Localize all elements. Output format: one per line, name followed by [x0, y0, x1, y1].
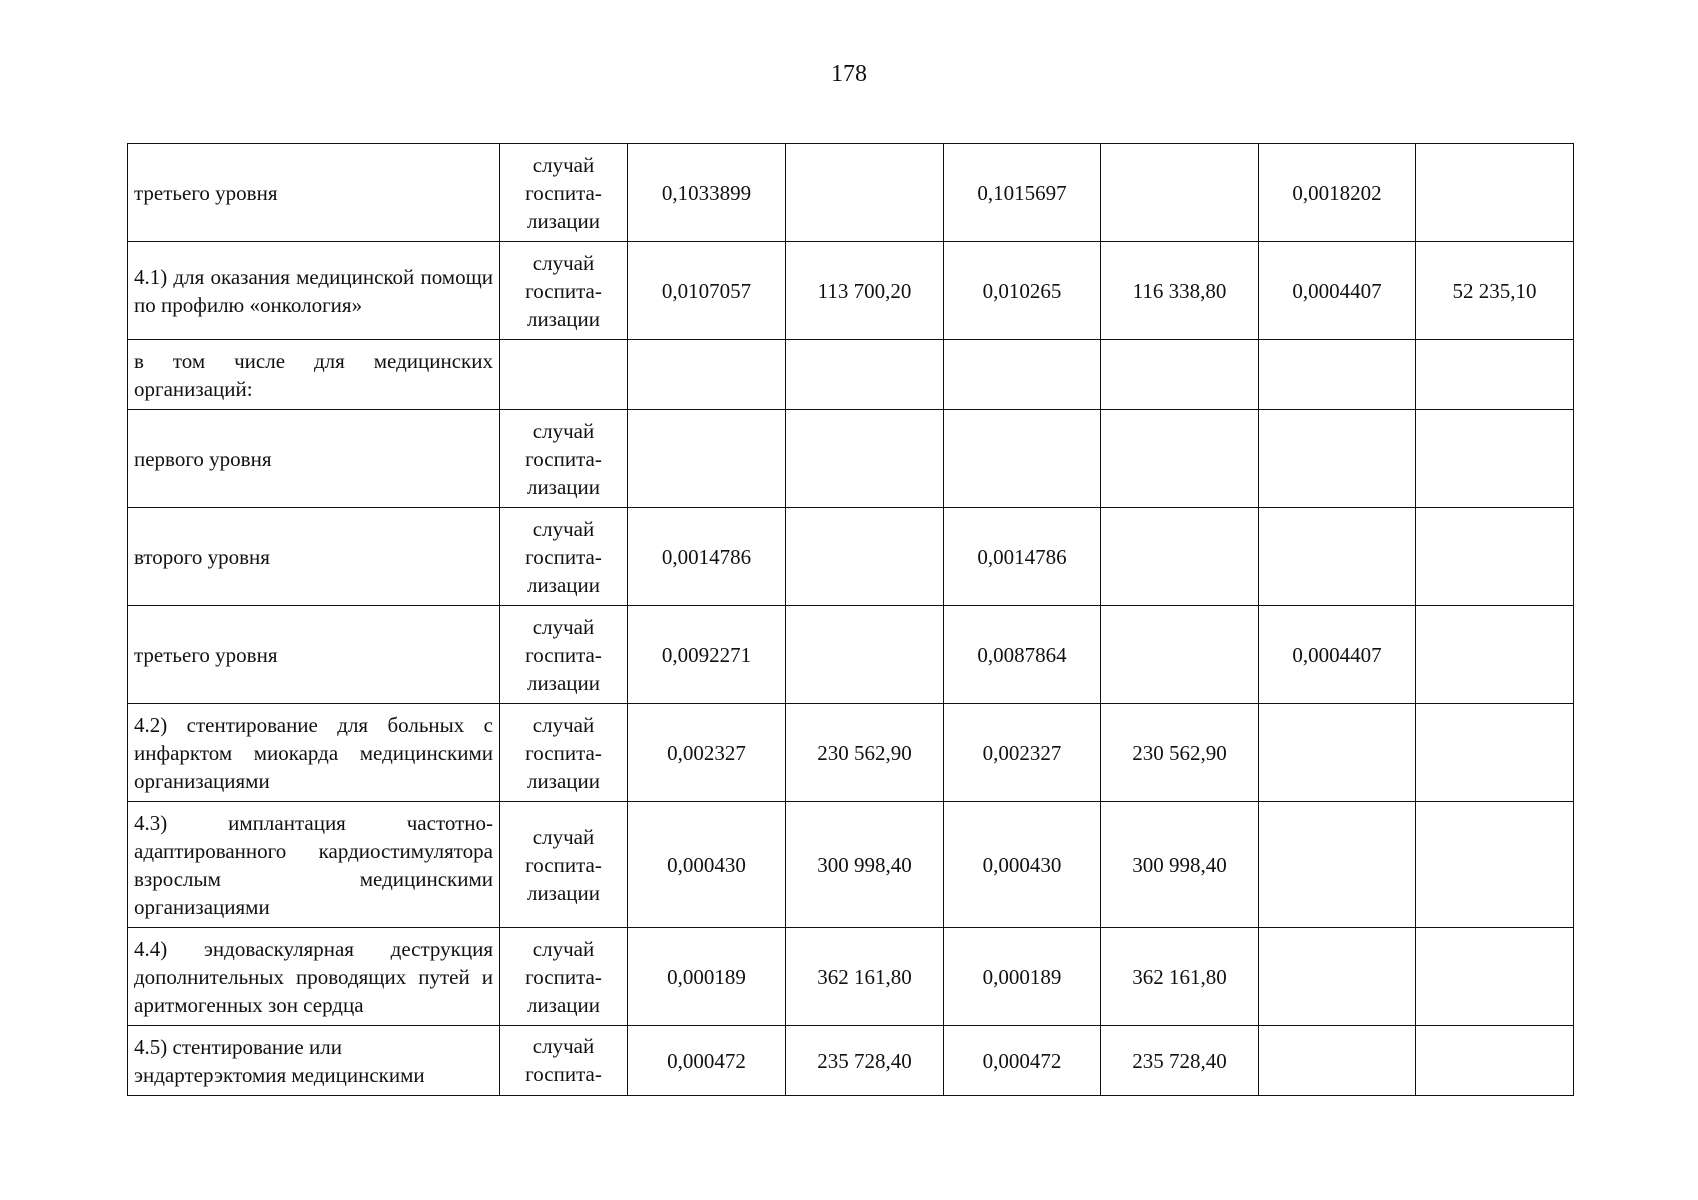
- value-cell: [1416, 704, 1574, 802]
- value-cell: 116 338,80: [1101, 242, 1259, 340]
- row-name-cell: первого уровня: [128, 410, 500, 508]
- value-cell: [786, 144, 944, 242]
- value-cell: 0,0014786: [628, 508, 786, 606]
- value-cell: 0,0087864: [944, 606, 1101, 704]
- value-cell: [1101, 340, 1259, 410]
- table-row: [128, 704, 1574, 802]
- value-cell: 0,000472: [628, 1026, 786, 1096]
- value-cell: 0,000430: [628, 802, 786, 928]
- value-cell: [944, 340, 1101, 410]
- value-cell: 0,000189: [944, 928, 1101, 1026]
- value-cell: [1259, 1026, 1416, 1096]
- value-cell: 0,000430: [944, 802, 1101, 928]
- row-name-cell: 4.1) для оказания медицинской помощи по профилю «онкология»: [128, 242, 500, 340]
- value-cell: [1259, 704, 1416, 802]
- value-cell: [1416, 1026, 1574, 1096]
- value-cell: 52 235,10: [1416, 242, 1574, 340]
- value-cell: [1259, 340, 1416, 410]
- row-name-cell: в том числе для медицинских организаций:: [128, 340, 500, 410]
- unit-cell: случай госпита- лизации: [500, 704, 628, 802]
- value-cell: 230 562,90: [1101, 704, 1259, 802]
- unit-cell: случай госпита- лизации: [500, 928, 628, 1026]
- value-cell: 235 728,40: [786, 1026, 944, 1096]
- table-row: [128, 1026, 1574, 1096]
- value-cell: 300 998,40: [1101, 802, 1259, 928]
- page-number: 178: [831, 61, 867, 87]
- value-cell: [1416, 340, 1574, 410]
- value-cell: [628, 410, 786, 508]
- table-row: [128, 606, 1574, 704]
- unit-cell: случай госпита- лизации: [500, 410, 628, 508]
- table-row: [128, 928, 1574, 1026]
- value-cell: [1416, 802, 1574, 928]
- row-name-cell: второго уровня: [128, 508, 500, 606]
- value-cell: [1259, 508, 1416, 606]
- value-cell: 0,1015697: [944, 144, 1101, 242]
- value-cell: [786, 410, 944, 508]
- table-row: [128, 144, 1574, 242]
- row-name-cell: третьего уровня: [128, 606, 500, 704]
- value-cell: [786, 340, 944, 410]
- row-name-cell: 4.5) стентирование или эндартерэктомия медицинскими: [128, 1026, 500, 1096]
- value-cell: [628, 340, 786, 410]
- value-cell: 0,0004407: [1259, 242, 1416, 340]
- value-cell: [1101, 508, 1259, 606]
- value-cell: 0,000472: [944, 1026, 1101, 1096]
- value-cell: [1101, 606, 1259, 704]
- table-row: [128, 340, 1574, 410]
- data-table: [127, 143, 1574, 1096]
- value-cell: [1416, 410, 1574, 508]
- unit-cell: случай госпита- лизации: [500, 508, 628, 606]
- table-row: [128, 410, 1574, 508]
- value-cell: 0,010265: [944, 242, 1101, 340]
- value-cell: [786, 508, 944, 606]
- value-cell: 0,0107057: [628, 242, 786, 340]
- value-cell: 0,002327: [944, 704, 1101, 802]
- unit-cell: случай госпита- лизации: [500, 802, 628, 928]
- value-cell: [1259, 410, 1416, 508]
- row-name-cell: 4.4) эндоваскулярная деструкция дополнительных проводящих путей и аритмогенных зон сердца: [128, 928, 500, 1026]
- unit-cell: случай госпита- лизации: [500, 606, 628, 704]
- value-cell: 0,0018202: [1259, 144, 1416, 242]
- value-cell: 0,1033899: [628, 144, 786, 242]
- value-cell: [1259, 928, 1416, 1026]
- value-cell: [1101, 144, 1259, 242]
- value-cell: 113 700,20: [786, 242, 944, 340]
- table-row: [128, 242, 1574, 340]
- value-cell: [1101, 410, 1259, 508]
- unit-cell: случай госпита-: [500, 1026, 628, 1096]
- table-row: [128, 802, 1574, 928]
- row-name-cell: 4.3) имплантация частотно-адаптированного кардиостимулятора взрослым медицинскими организациями: [128, 802, 500, 928]
- value-cell: 230 562,90: [786, 704, 944, 802]
- value-cell: 0,002327: [628, 704, 786, 802]
- row-name-cell: третьего уровня: [128, 144, 500, 242]
- value-cell: 0,0092271: [628, 606, 786, 704]
- value-cell: [1416, 928, 1574, 1026]
- value-cell: 300 998,40: [786, 802, 944, 928]
- value-cell: [1416, 606, 1574, 704]
- value-cell: [786, 606, 944, 704]
- value-cell: [1416, 508, 1574, 606]
- value-cell: 0,0004407: [1259, 606, 1416, 704]
- value-cell: 362 161,80: [1101, 928, 1259, 1026]
- value-cell: [944, 410, 1101, 508]
- unit-cell: случай госпита- лизации: [500, 144, 628, 242]
- table-row: [128, 508, 1574, 606]
- value-cell: 362 161,80: [786, 928, 944, 1026]
- value-cell: [1259, 802, 1416, 928]
- value-cell: [1416, 144, 1574, 242]
- value-cell: 0,0014786: [944, 508, 1101, 606]
- value-cell: 0,000189: [628, 928, 786, 1026]
- value-cell: 235 728,40: [1101, 1026, 1259, 1096]
- unit-cell: [500, 340, 628, 410]
- row-name-cell: 4.2) стентирование для больных с инфарктом миокарда медицинскими организациями: [128, 704, 500, 802]
- unit-cell: случай госпита- лизации: [500, 242, 628, 340]
